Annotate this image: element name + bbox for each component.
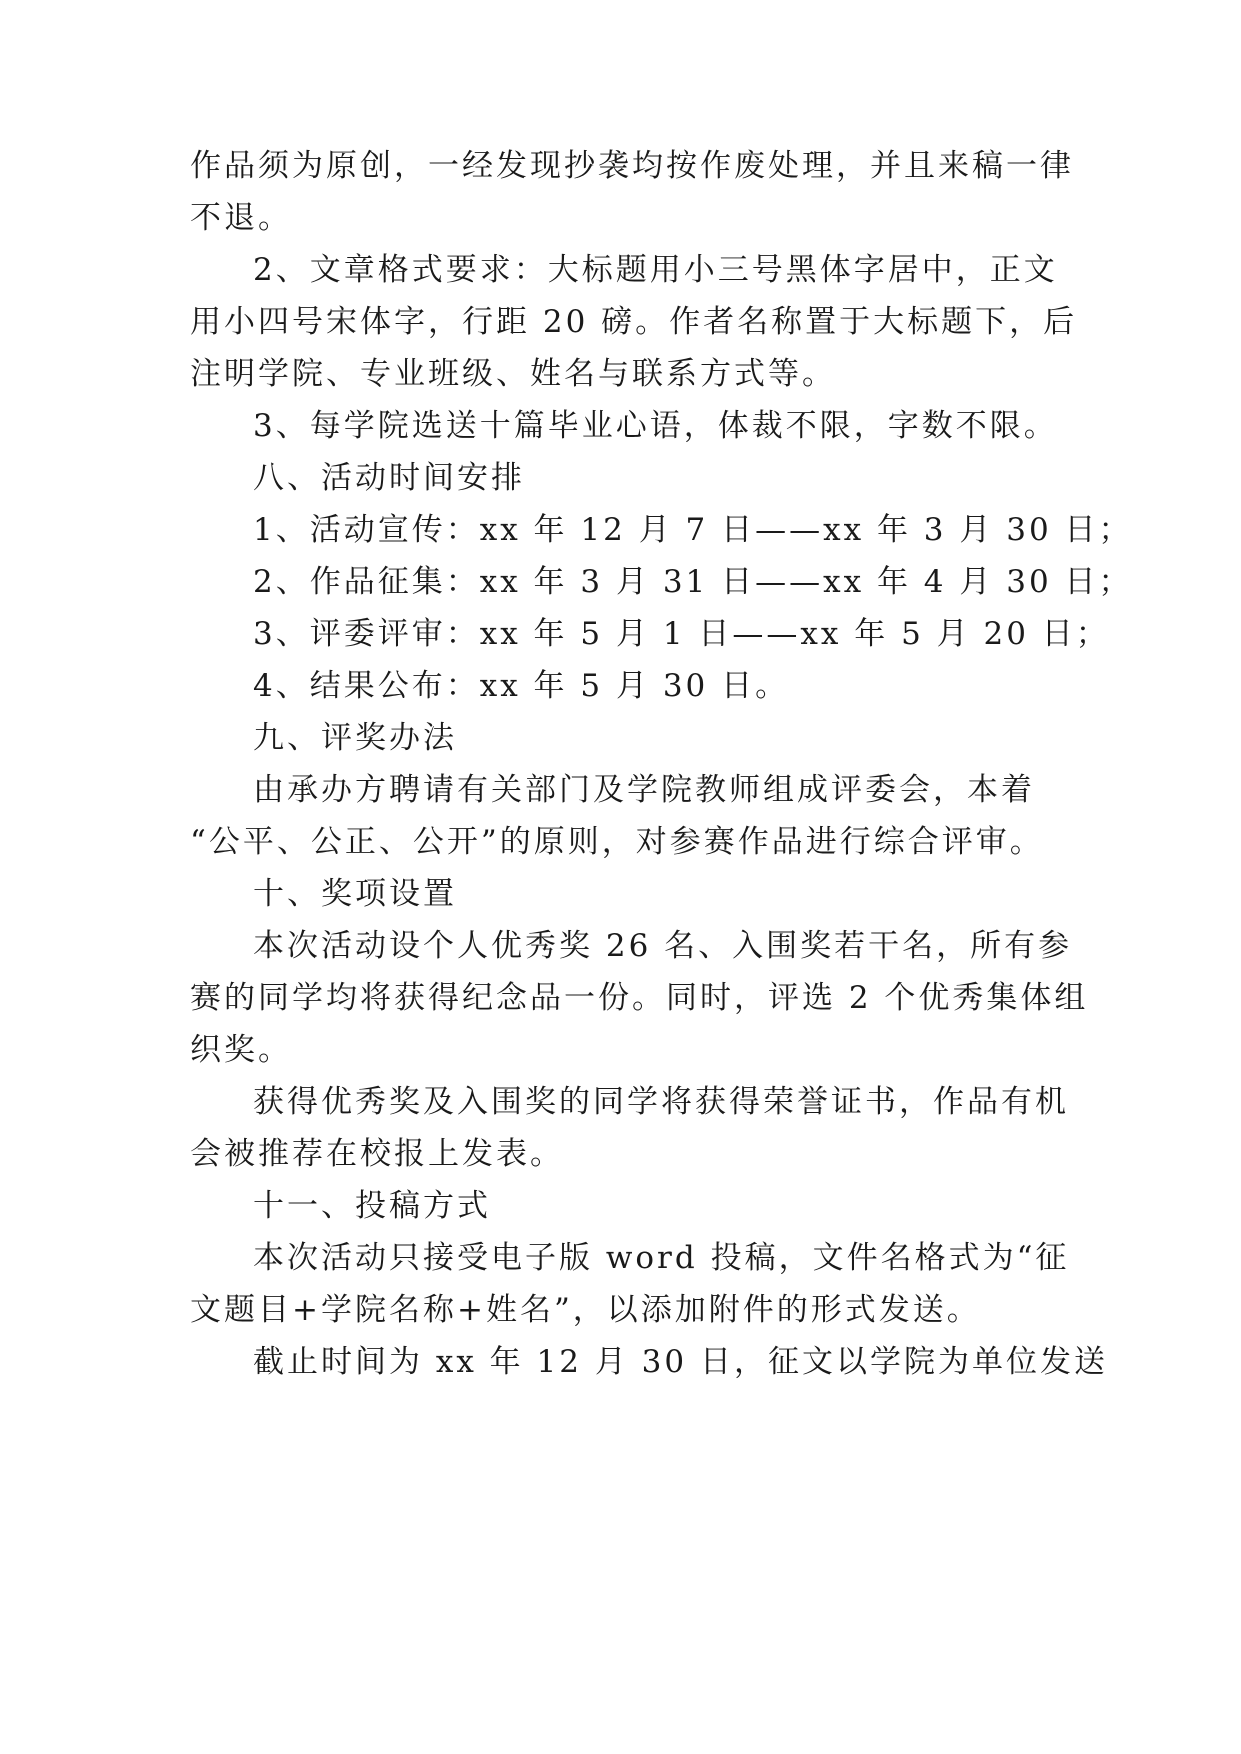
text-line: 截止时间为 xx 年 12 月 30 日，征文以学院为单位发送 <box>253 1344 1108 1380</box>
text-line: 用小四号宋体字，行距 20 磅。作者名称置于大标题下，后 <box>190 304 1078 340</box>
text-line: 赛的同学均将获得纪念品一份。同时，评选 2 个优秀集体组 <box>190 980 1089 1016</box>
text-line: 注明学院、专业班级、姓名与联系方式等。 <box>190 356 836 392</box>
text-line: 作品须为原创，一经发现抄袭均按作废处理，并且来稿一律 <box>190 148 1074 184</box>
text-line: 3、评委评审：xx 年 5 月 1 日——xx 年 5 月 20 日； <box>253 616 1110 652</box>
text-line: 4、结果公布：xx 年 5 月 30 日。 <box>253 668 790 704</box>
text-line: 获得优秀奖及入围奖的同学将获得荣誉证书，作品有机 <box>253 1084 1069 1120</box>
section-heading: 十一、投稿方式 <box>253 1188 491 1224</box>
text-line: 由承办方聘请有关部门及学院教师组成评委会，本着 <box>253 772 1035 808</box>
text-line: 3、每学院选送十篇毕业心语，体裁不限，字数不限。 <box>253 408 1058 444</box>
section-heading: 九、评奖办法 <box>253 720 457 756</box>
text-line: 会被推荐在校报上发表。 <box>190 1136 564 1172</box>
text-line: 2、文章格式要求：大标题用小三号黑体字居中，正文 <box>253 252 1058 288</box>
text-line: 织奖。 <box>190 1032 292 1068</box>
section-heading: 八、活动时间安排 <box>253 460 525 496</box>
text-line: 2、作品征集：xx 年 3 月 31 日——xx 年 4 月 30 日； <box>253 564 1133 600</box>
text-line: “公平、公正、公开”的原则，对参赛作品进行综合评审。 <box>190 824 1044 860</box>
text-line: 不退。 <box>190 200 292 236</box>
section-heading: 十、奖项设置 <box>253 876 457 912</box>
text-line: 1、活动宣传：xx 年 12 月 7 日——xx 年 3 月 30 日； <box>253 512 1133 548</box>
text-line: 文题目+学院名称+姓名”，以添加附件的形式发送。 <box>190 1292 981 1328</box>
text-line: 本次活动只接受电子版 word 投稿，文件名格式为“征 <box>253 1240 1070 1276</box>
text-line: 本次活动设个人优秀奖 26 名、入围奖若干名，所有参 <box>253 928 1073 964</box>
